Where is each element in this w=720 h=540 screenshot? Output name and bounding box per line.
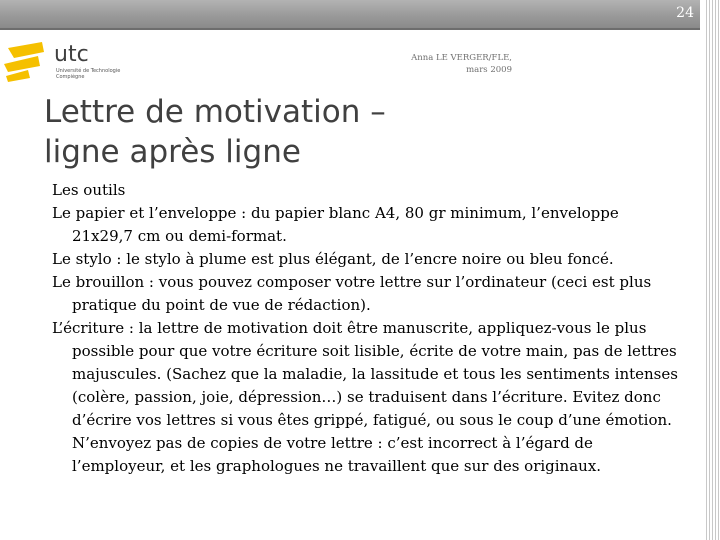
header-bar-accent <box>0 28 700 30</box>
utc-logo <box>4 42 122 84</box>
author-line-2: mars 2009 <box>466 65 512 75</box>
title-line-2: ligne après ligne <box>44 134 301 170</box>
author-line-1: Anna LE VERGER/FLE, <box>411 53 512 63</box>
logo-text: utc <box>54 42 89 67</box>
logo-subtitle: Université de Technologie Compiègne <box>56 68 121 80</box>
author-note <box>411 52 512 76</box>
title-line-1: Lettre de motivation – <box>44 94 386 130</box>
paragraph-draft: Le brouillon : vous pouvez composer votre lettre sur l’ordinateur (ceci est plus pratique du point de vue de rédaction). <box>52 273 652 314</box>
utc-logo-mark-icon <box>4 42 56 84</box>
paragraph-pen: Le stylo : le stylo à plume est plus élégant, de l’encre noire ou bleu foncé. <box>52 250 614 268</box>
paragraph-paper: Le papier et l’enveloppe : du papier blanc A4, 80 gr minimum, l’enveloppe 21x29,7 cm ou demi-format. <box>52 204 619 245</box>
slide-title <box>44 92 684 172</box>
page-number: 24 <box>676 5 694 21</box>
paragraph-heading: Les outils <box>52 181 126 199</box>
header-bar <box>0 0 700 28</box>
slide-body <box>52 179 682 478</box>
decorative-side-lines <box>704 0 720 540</box>
paragraph-writing: L’écriture : la lettre de motivation doit être manuscrite, appliquez-vous le plus possible pour que votre écriture soit lisible, écrite de votre main, pas de lettres majuscules. (Sachez que la maladie, la lassitude et tous les sentiments intenses (colère, passion, joie, dépression…) se traduisent dans l’écriture. Evitez donc d’écrire vos lettres si vous êtes grippé, fatigué, ou sous le coup d’une émotion. N’envoyez pas de copies de votre lettre : c’est incorrect à l’égard de l’employeur, et les graphologues ne travaillent que sur des originaux. <box>52 319 678 475</box>
